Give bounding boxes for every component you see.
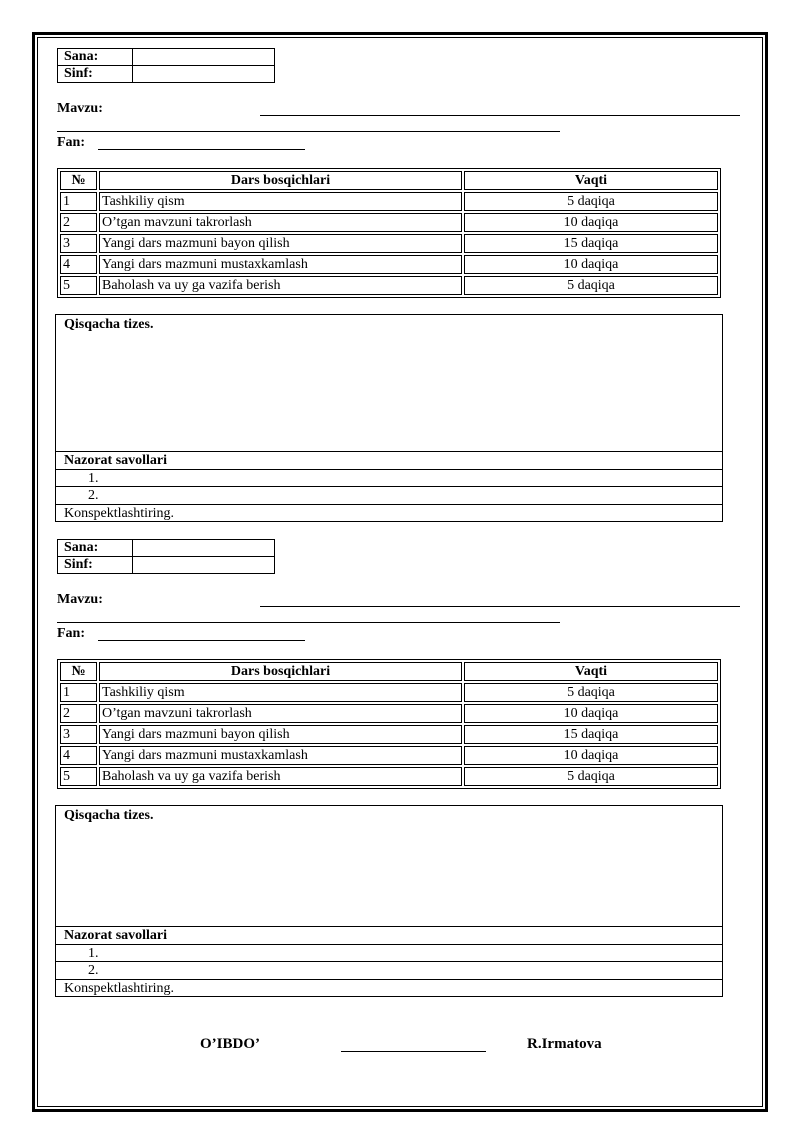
- row-stage: Yangi dars mazmuni bayon qilish: [99, 725, 462, 744]
- table-row: [60, 746, 718, 765]
- table-row: [60, 704, 718, 723]
- header-time: Vaqti: [464, 171, 718, 190]
- row-stage: Tashkiliy qism: [99, 192, 462, 211]
- header-number: №: [60, 662, 97, 681]
- sinf-field[interactable]: [133, 66, 275, 83]
- lesson-stages-table: [57, 659, 721, 789]
- control-question-2[interactable]: 2.: [56, 961, 722, 979]
- mavzu-label: Mavzu:: [57, 592, 103, 607]
- row-time: 5 daqiqa: [464, 276, 718, 295]
- row-number: 1: [60, 683, 97, 702]
- row-stage: O’tgan mavzuni takrorlash: [99, 213, 462, 232]
- row-time: 15 daqiqa: [464, 725, 718, 744]
- row-time: 10 daqiqa: [464, 213, 718, 232]
- row-number: 1: [60, 192, 97, 211]
- header-number: №: [60, 171, 97, 190]
- control-question-1[interactable]: 1.: [56, 944, 722, 962]
- notes-title: Qisqacha tizes.: [64, 317, 154, 332]
- row-stage: Yangi dars mazmuni bayon qilish: [99, 234, 462, 253]
- notes-box: [55, 805, 723, 997]
- row-stage: Tashkiliy qism: [99, 683, 462, 702]
- footer-org: O’IBDO’: [200, 1036, 260, 1052]
- row-stage: Baholash va uy ga vazifa berish: [99, 276, 462, 295]
- lesson-stages-table: [57, 168, 721, 298]
- header-stages: Dars bosqichlari: [99, 171, 462, 190]
- sinf-field[interactable]: [133, 557, 275, 574]
- fan-line[interactable]: [98, 640, 305, 641]
- row-number: 5: [60, 767, 97, 786]
- row-number: 3: [60, 234, 97, 253]
- row-time: 5 daqiqa: [464, 767, 718, 786]
- table-header-row: [60, 171, 718, 190]
- row-time: 10 daqiqa: [464, 255, 718, 274]
- table-header-row: [60, 662, 718, 681]
- table-row: [60, 234, 718, 253]
- row-time: 5 daqiqa: [464, 683, 718, 702]
- table-row: [60, 192, 718, 211]
- sana-label: Sana:: [58, 540, 133, 557]
- sana-field[interactable]: [133, 540, 275, 557]
- mavzu-line-2[interactable]: [57, 622, 560, 623]
- footer-name: R.Irmatova: [527, 1036, 602, 1052]
- row-stage: O’tgan mavzuni takrorlash: [99, 704, 462, 723]
- row-number: 2: [60, 213, 97, 232]
- row-stage: Yangi dars mazmuni mustaxkamlash: [99, 255, 462, 274]
- row-time: 15 daqiqa: [464, 234, 718, 253]
- sana-field[interactable]: [133, 49, 275, 66]
- control-question-1[interactable]: 1.: [56, 469, 722, 487]
- table-row: [60, 276, 718, 295]
- konspekt-text: Konspektlashtiring.: [56, 979, 722, 997]
- header-time: Vaqti: [464, 662, 718, 681]
- row-number: 5: [60, 276, 97, 295]
- sinf-label: Sinf:: [58, 557, 133, 574]
- table-row: [60, 255, 718, 274]
- mavzu-line[interactable]: [260, 606, 740, 607]
- control-questions-title: Nazorat savollari: [56, 926, 722, 944]
- fan-label: Fan:: [57, 626, 85, 641]
- mavzu-line-2[interactable]: [57, 131, 560, 132]
- row-number: 4: [60, 746, 97, 765]
- table-row: [60, 683, 718, 702]
- row-time: 10 daqiqa: [464, 704, 718, 723]
- sana-label: Sana:: [58, 49, 133, 66]
- sinf-label: Sinf:: [58, 66, 133, 83]
- mavzu-label: Mavzu:: [57, 101, 103, 116]
- row-time: 5 daqiqa: [464, 192, 718, 211]
- fan-label: Fan:: [57, 135, 85, 150]
- table-row: [60, 767, 718, 786]
- table-row: [60, 213, 718, 232]
- row-time: 10 daqiqa: [464, 746, 718, 765]
- row-number: 2: [60, 704, 97, 723]
- row-stage: Yangi dars mazmuni mustaxkamlash: [99, 746, 462, 765]
- notes-title: Qisqacha tizes.: [64, 808, 154, 823]
- fan-line[interactable]: [98, 149, 305, 150]
- row-stage: Baholash va uy ga vazifa berish: [99, 767, 462, 786]
- mavzu-line[interactable]: [260, 115, 740, 116]
- header-stages: Dars bosqichlari: [99, 662, 462, 681]
- row-number: 3: [60, 725, 97, 744]
- table-row: [60, 725, 718, 744]
- control-question-2[interactable]: 2.: [56, 486, 722, 504]
- row-number: 4: [60, 255, 97, 274]
- info-table: [57, 539, 275, 574]
- signature-line[interactable]: [341, 1051, 486, 1052]
- info-table: [57, 48, 275, 83]
- konspekt-text: Konspektlashtiring.: [56, 504, 722, 522]
- control-questions-title: Nazorat savollari: [56, 451, 722, 469]
- notes-box: [55, 314, 723, 522]
